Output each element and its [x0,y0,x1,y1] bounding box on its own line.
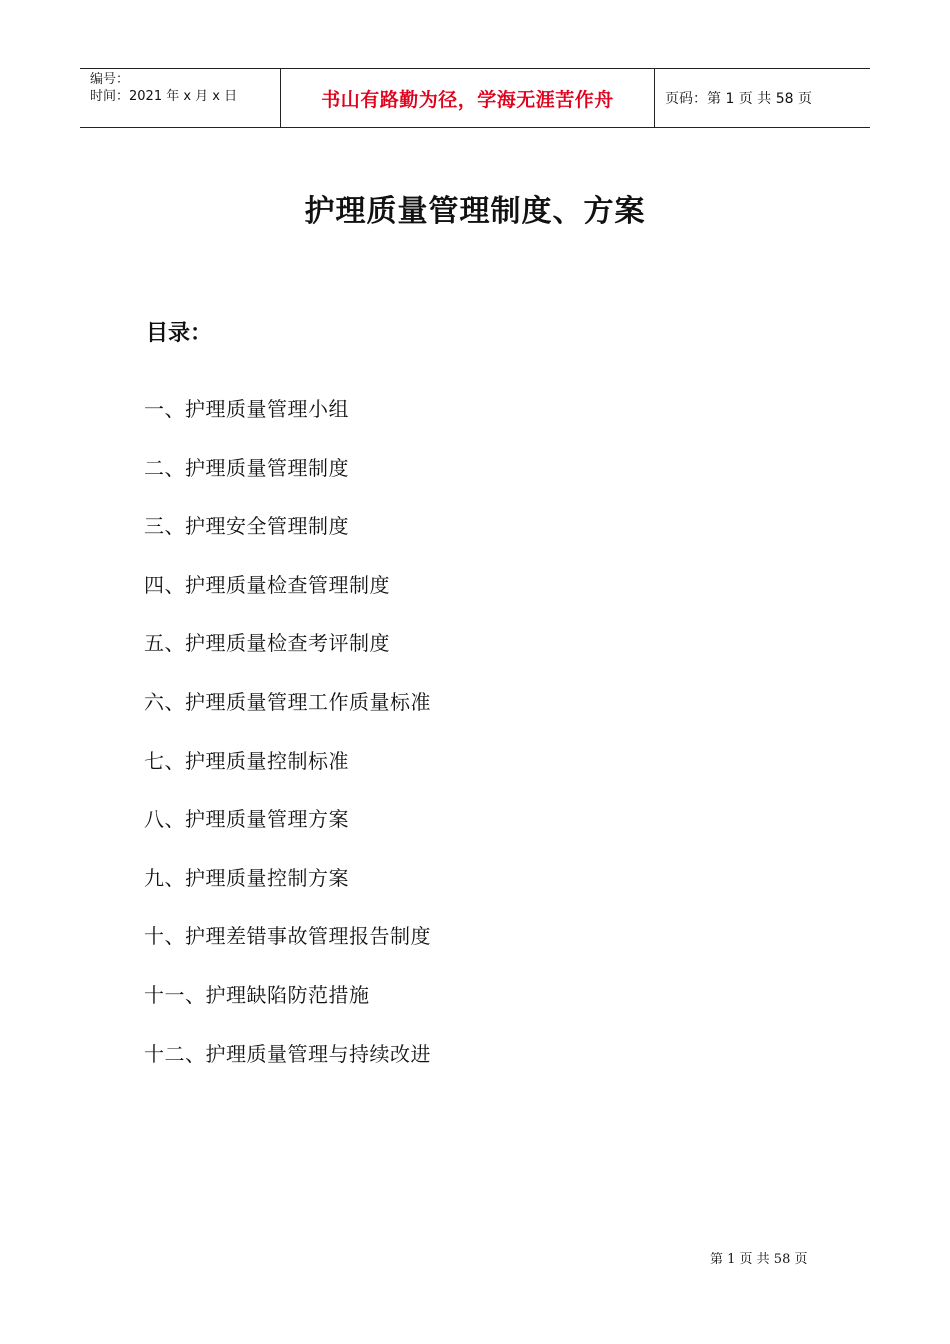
toc-item[interactable]: 十、护理差错事故管理报告制度 [144,924,431,949]
document-number-label: 编号： [90,72,130,87]
toc-item[interactable]: 七、护理质量控制标准 [144,748,349,773]
table-of-contents [144,394,431,1097]
toc-item[interactable]: 四、护理质量检查管理制度 [144,572,390,597]
toc-item[interactable]: 二、护理质量管理制度 [144,455,349,480]
toc-item[interactable]: 十二、护理质量管理与持续改进 [144,1041,431,1066]
header-meta-cell [80,69,281,127]
page-footer: 第 1 页 共 58 页 [710,1252,808,1267]
toc-item[interactable]: 一、护理质量管理小组 [144,397,349,421]
document-title: 护理质量管理制度、方案 [304,194,646,229]
document-date-label: 时间：2021 年 x 月 x 日 [90,89,238,104]
toc-item[interactable]: 五、护理质量检查考评制度 [144,631,390,656]
toc-item[interactable]: 三、护理安全管理制度 [144,514,349,539]
header-motto: 书山有路勤为径，学海无涯苦作舟 [321,88,614,111]
toc-item[interactable]: 六、护理质量管理工作质量标准 [144,689,431,714]
toc-item[interactable]: 八、护理质量管理方案 [144,807,349,832]
toc-heading: 目录： [146,320,213,346]
page-header [80,68,870,128]
header-page-cell [655,69,870,127]
header-motto-cell [281,69,655,127]
header-page-number: 页码：第 1 页 共 58 页 [665,91,812,107]
toc-item[interactable]: 十一、护理缺陷防范措施 [144,982,370,1007]
toc-item[interactable]: 九、护理质量控制方案 [144,865,349,890]
